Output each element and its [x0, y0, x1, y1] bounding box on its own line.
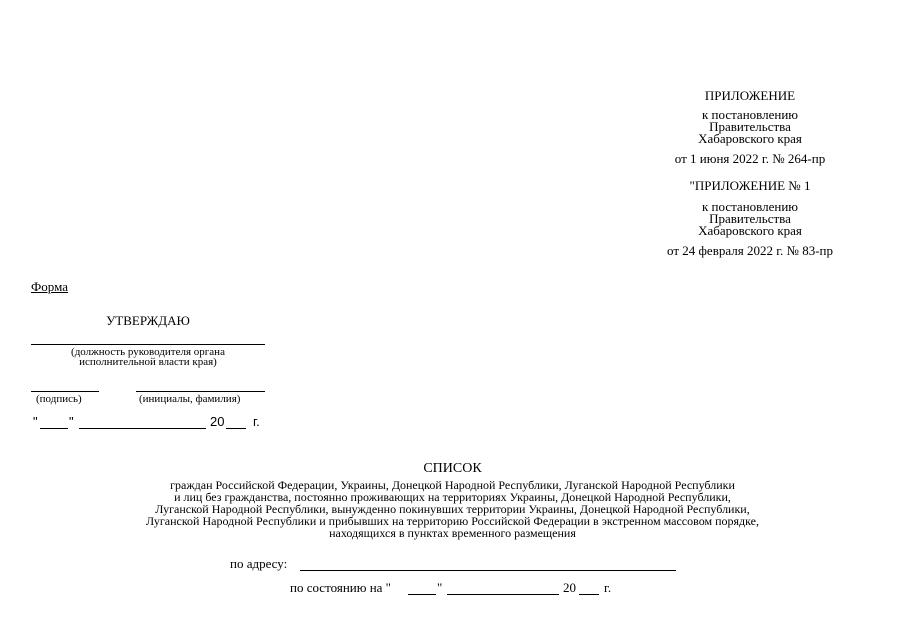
position-caption-line2: исполнительной власти края)	[79, 356, 217, 368]
appendix-2-header	[640, 180, 860, 257]
position-caption	[31, 347, 265, 367]
signature-line	[31, 391, 99, 392]
approval-year-blank	[226, 428, 246, 429]
form-label: Форма	[31, 279, 68, 294]
list-description-line2: и лиц без гражданства, постоянно проживающих на территориях Украины, Донецкой Народной Республики,	[174, 490, 731, 504]
address-blank	[300, 570, 676, 571]
status-year: 20	[563, 580, 576, 595]
address-label: по адресу:	[230, 556, 288, 571]
approval-date-suffix: г.	[253, 414, 260, 429]
approval-title: УТВЕРЖДАЮ	[106, 313, 190, 328]
initials-line	[136, 391, 265, 392]
signature-caption: (подпись)	[36, 393, 82, 405]
appendix-1-line3: Хабаровского края	[698, 131, 802, 146]
approval-date-close-quote: "	[69, 414, 74, 429]
status-day-blank	[408, 594, 436, 595]
list-description-line3: Луганской Народной Республики, вынужденно покинувших территории Украины, Донецкой Народной Республики,	[155, 502, 750, 516]
list-description-line4: Луганской Народной Республики и прибывших на территорию Российской Федерации в экстренном массовом порядке,	[145, 514, 759, 528]
appendix-2-line2: Правительства	[709, 211, 791, 226]
approval-date-year: 20	[210, 414, 225, 429]
appendix-1-line2: Правительства	[709, 119, 791, 134]
list-description-line5: находящихся в пунктах временного размещения	[329, 526, 576, 540]
status-year-blank	[579, 594, 599, 595]
status-suffix: г.	[604, 580, 612, 595]
appendix-2-line3: Хабаровского края	[698, 223, 802, 238]
appendix-1-line1: к постановлению	[701, 107, 799, 122]
list-title: СПИСОК	[423, 461, 482, 476]
status-month-blank	[447, 594, 559, 595]
status-label: по состоянию на "	[290, 580, 391, 595]
appendix-1-date: от 1 июня 2022 г. № 264-пр	[674, 151, 826, 166]
appendix-2-date: от 24 февраля 2022 г. № 83-пр	[667, 243, 833, 258]
appendix-2-title: "ПРИЛОЖЕНИЕ № 1	[689, 178, 811, 193]
status-close-quote: "	[437, 580, 443, 595]
appendix-1-header	[640, 90, 860, 165]
list-description-line1: граждан Российской Федерации, Украины, Донецкой Народной Республики, Луганской Народной Республики	[170, 478, 735, 492]
position-caption-line1: (должность руководителя органа	[71, 346, 225, 358]
approval-day-blank	[40, 428, 68, 429]
initials-caption: (инициалы, фамилия)	[139, 393, 241, 405]
approval-date-open-quote: "	[33, 414, 38, 429]
appendix-2-line1: к постановлению	[701, 199, 799, 214]
list-description	[0, 479, 905, 539]
position-signature-line	[31, 344, 265, 345]
appendix-1-title: ПРИЛОЖЕНИЕ	[704, 88, 796, 103]
approval-month-blank	[79, 428, 206, 429]
